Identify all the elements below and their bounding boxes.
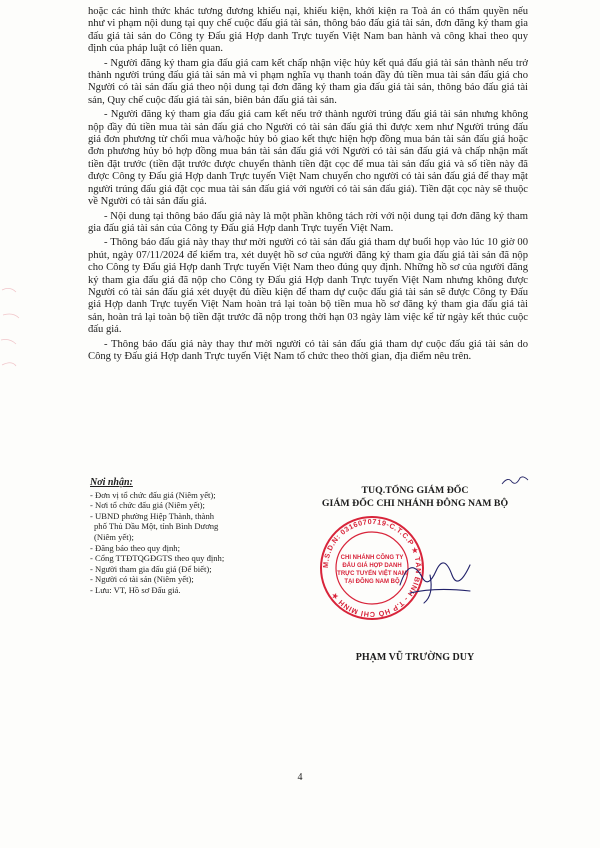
seal-line: CHI NHÁNH CÔNG TY — [340, 555, 404, 561]
seal-line: TẠI ĐÔNG NAM BỘ — [344, 579, 400, 585]
paragraph-3: - Người đăng ký tham gia đấu giá cam kết nếu trở thành người trúng đấu giá tài sản nhưng không nộp đầy đủ tiền mua tài sản đấu giá cho Người có tài sản đấu giá thì được xem như Người trúng đấu giá đơn phương từ chối mua và/hoặc hủy bỏ giao kết thực hiện hợp đồng mua bán tài sản đấu giá hoặc đơn phương hủy bỏ hợp đồng mua bán tài sản đấu giá với Người có tài sản đấu giá và chấp nhận mất tiền đặt trước (tiền đặt trước được chuyển thành tiền đặt cọc để mua tài sản đấu giá và số tiền này đã được Công ty Đấu giá Hợp danh Trực tuyến Việt Nam chuyển cho người có tài sản đấu giá để thay mặt người trúng đấu giá đặt cọc mua tài sản đấu giá với người có tài sản đấu giá). Tiền đặt cọc này sẽ thuộc về Người có tài sản đấu giá. — [88, 109, 528, 208]
signer-position: GIÁM ĐỐC CHI NHÁNH ĐÔNG NAM BỘ — [321, 498, 509, 509]
handwritten-signature — [390, 545, 490, 615]
paragraph-2: - Người đăng ký tham gia đấu giá cam kết chấp nhận việc hủy kết quả đấu giá tài sản thành nếu trở thành người trúng đấu giá tài sản mà vi phạm nghĩa vụ thanh toán đầy đủ tiền mua tài sản đấu giá cho Người có tài sản đấu giá theo nội dung tại đơn đăng ký tham gia đấu giá tài sản, thông báo đấu giá tài sản, Quy chế cuộc đấu giá tài sản, biên bản đấu giá tài sản. — [88, 57, 528, 106]
recipient-item: - Đơn vị tổ chức đấu giá (Niêm yết); — [90, 489, 216, 500]
recipients-title: Nơi nhận: — [90, 477, 133, 488]
recipients-list — [90, 478, 280, 596]
recipient-item: - Cổng TTĐTQGĐGTS theo quy định; — [90, 553, 225, 564]
paragraph-1: hoặc các hình thức khác tương đương khiếu nại, khiếu kiện, khởi kiện ra Toà án có thẩm quyền nếu như vi phạm nội dung tại quy chế cuộc đấu giá tài sản, thông báo đấu giá tài sản, đơn đăng ký tham gia đấu giá tài sản do Công ty Đấu giá Hợp danh Trực tuyến Việt Nam ban hành và công khai theo quy định của pháp luật có liên quan. — [88, 6, 528, 55]
recipient-item: - Lưu: VT, Hồ sơ Đấu giá. — [90, 584, 181, 595]
bleed-through-marks — [0, 270, 30, 400]
recipient-item: phố Thủ Dầu Một, tỉnh Bình Dương — [94, 521, 219, 532]
seal-ring-text: M.S.D.N: 0316070719-C.T.C.P ★ TÂN BÌNH - T.P HỒ CHÍ MINH ★ — [320, 516, 424, 620]
body-text — [88, 6, 528, 365]
signature-block — [290, 484, 540, 510]
paragraph-6: - Thông báo đấu giá này thay thư mời người có tài sản đấu giá tham dự cuộc đấu giá tài sản do Công ty Đấu giá Hợp danh Trực tuyến Việt Nam tổ chức theo thời gian, địa điểm nêu trên. — [88, 338, 528, 362]
recipient-item: (Niêm yết); — [94, 531, 134, 542]
paragraph-4: - Nội dung tại thông báo đấu giá này là một phần không tách rời với nội dung tại đơn đăng ký tham gia đấu giá tài sản của Công ty Đấu giá Hợp danh Trực tuyến Việt Nam. — [88, 210, 528, 234]
paragraph-5: - Thông báo đấu giá này thay thư mời người có tài sản đấu giá tham dự buổi họp vào lúc 10 giờ 00 phút, ngày 07/11/2024 để kiểm tra, xét duyệt hồ sơ của người đăng ký tham gia đấu giá tài sản đã nộp cho Công ty Đấu giá Hợp danh Trực tuyến Việt Nam theo đúng quy định. Những hồ sơ của người đăng ký tham gia đấu giá đã nộp cho Công ty Đấu giá Hợp danh Trực tuyến Việt Nam nhưng không được Người có tài sản đấu giá xét duyệt đủ điều kiện để tham dự cuộc đấu giá tài sản sẽ được Công ty Đấu giá Hợp danh Trực tuyến Việt Nam hoàn trả lại toàn bộ tiền mua hồ sơ đăng ký tham gia đấu giá tài sản, hoàn trả lại toàn bộ tiền đặt trước đã nộp trong thời hạn 03 ngày làm việc kể từ ngày kết thúc cuộc đấu giá. — [88, 237, 528, 336]
seal-line: TRỰC TUYẾN VIỆT NAM — [337, 571, 407, 577]
recipient-item: - Người tham gia đấu giá (Để biết); — [90, 563, 212, 574]
signer-name: PHẠM VŨ TRƯỜNG DUY — [355, 652, 475, 663]
page-number: 4 — [297, 772, 303, 783]
signer-authority: TUQ.TỔNG GIÁM ĐỐC — [361, 485, 469, 496]
recipient-item: - Đăng báo theo quy định; — [90, 542, 180, 553]
recipient-item: - Nơi tổ chức đấu giá (Niêm yết); — [90, 500, 205, 511]
seal-line: ĐẤU GIÁ HỢP DANH — [342, 563, 402, 569]
recipient-item: - UBND phường Hiệp Thành, thành — [90, 510, 215, 521]
recipient-item: - Người có tài sản (Niêm yết); — [90, 574, 194, 585]
